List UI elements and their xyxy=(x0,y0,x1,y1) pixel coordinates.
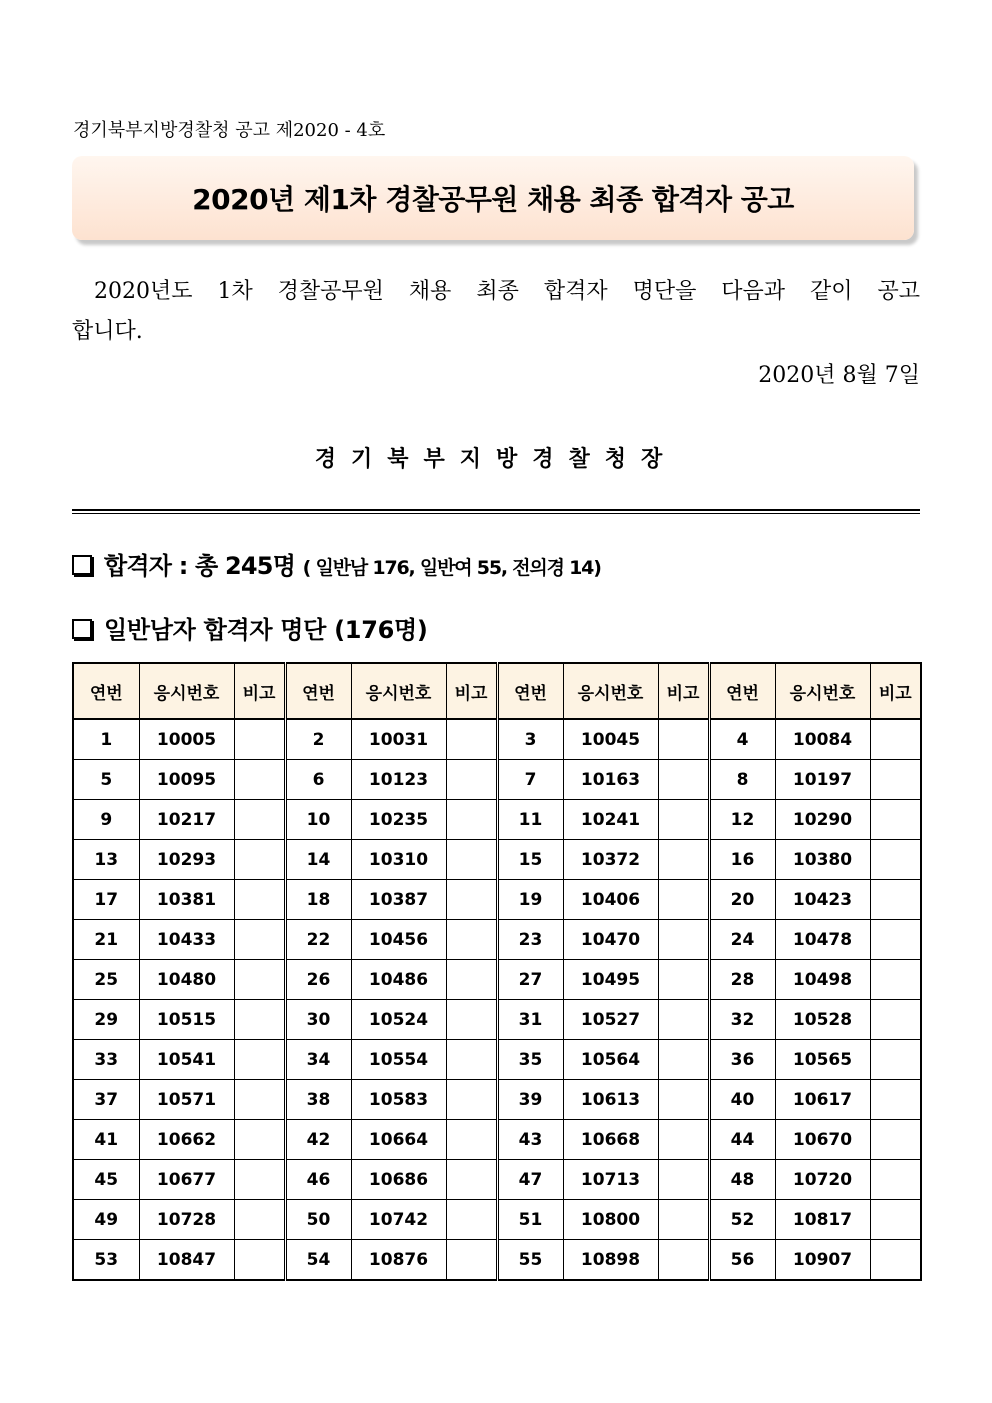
cell-serial: 40 xyxy=(709,1080,775,1120)
header-remarks: 비고 xyxy=(658,663,709,719)
cell-exam-number: 10742 xyxy=(351,1200,446,1240)
cell-serial: 38 xyxy=(285,1080,351,1120)
header-exam-number: 응시번호 xyxy=(139,663,234,719)
cell-serial: 21 xyxy=(73,920,139,960)
cell-serial: 25 xyxy=(73,960,139,1000)
cell-exam-number: 10713 xyxy=(563,1160,658,1200)
cell-remarks xyxy=(234,719,285,760)
cell-serial: 49 xyxy=(73,1200,139,1240)
notice-number: 경기북부지방경찰청 공고 제2020 - 4호 xyxy=(73,120,386,141)
cell-serial: 20 xyxy=(709,880,775,920)
cell-remarks xyxy=(446,1160,497,1200)
table-header-row xyxy=(73,663,921,719)
cell-exam-number: 10686 xyxy=(351,1160,446,1200)
table-row xyxy=(73,719,921,760)
table-row xyxy=(73,760,921,800)
divider-thin xyxy=(72,513,920,514)
table-row xyxy=(73,1200,921,1240)
cell-exam-number: 10480 xyxy=(139,960,234,1000)
cell-serial: 55 xyxy=(497,1240,563,1281)
cell-exam-number: 10470 xyxy=(563,920,658,960)
cell-exam-number: 10527 xyxy=(563,1000,658,1040)
cell-remarks xyxy=(446,880,497,920)
header-serial: 연번 xyxy=(497,663,563,719)
cell-exam-number: 10163 xyxy=(563,760,658,800)
cell-exam-number: 10664 xyxy=(351,1120,446,1160)
cell-serial: 7 xyxy=(497,760,563,800)
cell-serial: 48 xyxy=(709,1160,775,1200)
cell-serial: 54 xyxy=(285,1240,351,1281)
table-body xyxy=(73,719,921,1280)
cell-remarks xyxy=(658,1080,709,1120)
cell-remarks xyxy=(234,1120,285,1160)
cell-exam-number: 10817 xyxy=(775,1200,870,1240)
cell-exam-number: 10541 xyxy=(139,1040,234,1080)
cell-serial: 2 xyxy=(285,719,351,760)
document-title: 2020년 제1차 경찰공무원 채용 최종 합격자 공고 xyxy=(192,183,794,216)
cell-serial: 14 xyxy=(285,840,351,880)
announcement-date: 2020년 8월 7일 xyxy=(758,363,920,388)
cell-remarks xyxy=(234,920,285,960)
cell-remarks xyxy=(658,880,709,920)
cell-remarks xyxy=(234,1200,285,1240)
cell-serial: 56 xyxy=(709,1240,775,1281)
section-heading xyxy=(72,610,428,645)
cell-remarks xyxy=(870,1240,921,1281)
cell-remarks xyxy=(234,760,285,800)
cell-exam-number: 10310 xyxy=(351,840,446,880)
header-remarks: 비고 xyxy=(234,663,285,719)
cell-serial: 18 xyxy=(285,880,351,920)
cell-exam-number: 10720 xyxy=(775,1160,870,1200)
cell-serial: 9 xyxy=(73,800,139,840)
checkbox-bullet-icon xyxy=(72,555,92,575)
cell-serial: 29 xyxy=(73,1000,139,1040)
body-line-2: 합니다. xyxy=(72,319,143,344)
cell-serial: 16 xyxy=(709,840,775,880)
cell-serial: 45 xyxy=(73,1160,139,1200)
cell-exam-number: 10847 xyxy=(139,1240,234,1281)
cell-remarks xyxy=(658,1200,709,1240)
cell-serial: 27 xyxy=(497,960,563,1000)
cell-serial: 30 xyxy=(285,1000,351,1040)
cell-remarks xyxy=(658,1240,709,1281)
cell-remarks xyxy=(446,840,497,880)
cell-serial: 15 xyxy=(497,840,563,880)
cell-exam-number: 10564 xyxy=(563,1040,658,1080)
header-remarks: 비고 xyxy=(446,663,497,719)
cell-exam-number: 10217 xyxy=(139,800,234,840)
table-row xyxy=(73,800,921,840)
cell-exam-number: 10381 xyxy=(139,880,234,920)
announcement-body xyxy=(72,272,920,352)
cell-serial: 53 xyxy=(73,1240,139,1281)
cell-remarks xyxy=(870,920,921,960)
cell-serial: 32 xyxy=(709,1000,775,1040)
cell-serial: 52 xyxy=(709,1200,775,1240)
cell-remarks xyxy=(870,840,921,880)
body-line-1: 2020년도 1차 경찰공무원 채용 최종 합격자 명단을 다음과 같이 공고 xyxy=(94,279,920,304)
cell-remarks xyxy=(870,719,921,760)
cell-remarks xyxy=(234,840,285,880)
cell-exam-number: 10005 xyxy=(139,719,234,760)
cell-remarks xyxy=(234,1240,285,1281)
cell-remarks xyxy=(658,960,709,1000)
cell-serial: 36 xyxy=(709,1040,775,1080)
table-row xyxy=(73,1000,921,1040)
cell-exam-number: 10728 xyxy=(139,1200,234,1240)
cell-remarks xyxy=(658,920,709,960)
table-row xyxy=(73,1240,921,1281)
cell-remarks xyxy=(446,1080,497,1120)
title-banner xyxy=(72,156,914,240)
cell-exam-number: 10241 xyxy=(563,800,658,840)
cell-serial: 26 xyxy=(285,960,351,1000)
cell-exam-number: 10197 xyxy=(775,760,870,800)
cell-exam-number: 10876 xyxy=(351,1240,446,1281)
cell-exam-number: 10235 xyxy=(351,800,446,840)
header-exam-number: 응시번호 xyxy=(775,663,870,719)
cell-remarks xyxy=(658,760,709,800)
table-row xyxy=(73,840,921,880)
cell-serial: 35 xyxy=(497,1040,563,1080)
cell-exam-number: 10123 xyxy=(351,760,446,800)
cell-remarks xyxy=(870,800,921,840)
cell-exam-number: 10293 xyxy=(139,840,234,880)
cell-serial: 5 xyxy=(73,760,139,800)
cell-serial: 19 xyxy=(497,880,563,920)
cell-serial: 50 xyxy=(285,1200,351,1240)
cell-remarks xyxy=(870,960,921,1000)
cell-remarks xyxy=(870,1040,921,1080)
cell-exam-number: 10433 xyxy=(139,920,234,960)
cell-exam-number: 10670 xyxy=(775,1120,870,1160)
cell-serial: 17 xyxy=(73,880,139,920)
cell-serial: 33 xyxy=(73,1040,139,1080)
table-row xyxy=(73,880,921,920)
cell-exam-number: 10668 xyxy=(563,1120,658,1160)
cell-exam-number: 10423 xyxy=(775,880,870,920)
cell-remarks xyxy=(870,1160,921,1200)
cell-serial: 28 xyxy=(709,960,775,1000)
issuer-name: 경기북부지방경찰청장 xyxy=(314,446,678,472)
cell-remarks xyxy=(446,719,497,760)
cell-serial: 42 xyxy=(285,1120,351,1160)
cell-remarks xyxy=(870,1120,921,1160)
cell-exam-number: 10498 xyxy=(775,960,870,1000)
cell-exam-number: 10372 xyxy=(563,840,658,880)
cell-exam-number: 10380 xyxy=(775,840,870,880)
divider-thick xyxy=(72,509,920,511)
cell-remarks xyxy=(234,1000,285,1040)
cell-exam-number: 10095 xyxy=(139,760,234,800)
cell-exam-number: 10524 xyxy=(351,1000,446,1040)
passer-table xyxy=(72,662,922,1281)
cell-remarks xyxy=(446,1040,497,1080)
cell-exam-number: 10031 xyxy=(351,719,446,760)
cell-remarks xyxy=(446,960,497,1000)
cell-exam-number: 10486 xyxy=(351,960,446,1000)
cell-serial: 12 xyxy=(709,800,775,840)
cell-remarks xyxy=(234,1040,285,1080)
summary-line xyxy=(72,546,601,581)
cell-serial: 51 xyxy=(497,1200,563,1240)
cell-serial: 10 xyxy=(285,800,351,840)
header-exam-number: 응시번호 xyxy=(563,663,658,719)
cell-remarks xyxy=(446,1120,497,1160)
cell-exam-number: 10387 xyxy=(351,880,446,920)
cell-remarks xyxy=(658,1160,709,1200)
cell-exam-number: 10613 xyxy=(563,1080,658,1120)
cell-serial: 22 xyxy=(285,920,351,960)
cell-serial: 13 xyxy=(73,840,139,880)
cell-remarks xyxy=(446,1240,497,1281)
header-serial: 연번 xyxy=(709,663,775,719)
cell-remarks xyxy=(658,840,709,880)
cell-exam-number: 10406 xyxy=(563,880,658,920)
cell-remarks xyxy=(446,920,497,960)
cell-exam-number: 10456 xyxy=(351,920,446,960)
cell-remarks xyxy=(446,760,497,800)
header-serial: 연번 xyxy=(73,663,139,719)
cell-remarks xyxy=(658,1000,709,1040)
cell-serial: 39 xyxy=(497,1080,563,1120)
cell-serial: 47 xyxy=(497,1160,563,1200)
cell-remarks xyxy=(446,800,497,840)
cell-serial: 34 xyxy=(285,1040,351,1080)
table-row xyxy=(73,1160,921,1200)
table-row xyxy=(73,960,921,1000)
cell-exam-number: 10677 xyxy=(139,1160,234,1200)
cell-remarks xyxy=(446,1000,497,1040)
cell-exam-number: 10800 xyxy=(563,1200,658,1240)
cell-exam-number: 10528 xyxy=(775,1000,870,1040)
cell-remarks xyxy=(234,1080,285,1120)
cell-exam-number: 10515 xyxy=(139,1000,234,1040)
cell-exam-number: 10571 xyxy=(139,1080,234,1120)
cell-exam-number: 10907 xyxy=(775,1240,870,1281)
cell-remarks xyxy=(870,1000,921,1040)
cell-exam-number: 10495 xyxy=(563,960,658,1000)
table-row xyxy=(73,1120,921,1160)
cell-exam-number: 10662 xyxy=(139,1120,234,1160)
summary-detail: ( 일반남 176, 일반여 55, 전의경 14) xyxy=(302,557,601,579)
cell-remarks xyxy=(870,880,921,920)
cell-serial: 43 xyxy=(497,1120,563,1160)
cell-exam-number: 10554 xyxy=(351,1040,446,1080)
cell-exam-number: 10583 xyxy=(351,1080,446,1120)
cell-serial: 37 xyxy=(73,1080,139,1120)
table-row xyxy=(73,1040,921,1080)
cell-remarks xyxy=(234,800,285,840)
cell-remarks xyxy=(658,800,709,840)
cell-exam-number: 10045 xyxy=(563,719,658,760)
table-row xyxy=(73,1080,921,1120)
header-serial: 연번 xyxy=(285,663,351,719)
cell-serial: 24 xyxy=(709,920,775,960)
cell-exam-number: 10084 xyxy=(775,719,870,760)
cell-remarks xyxy=(234,880,285,920)
cell-serial: 11 xyxy=(497,800,563,840)
cell-remarks xyxy=(658,719,709,760)
checkbox-bullet-icon xyxy=(72,619,92,639)
cell-serial: 8 xyxy=(709,760,775,800)
cell-remarks xyxy=(446,1200,497,1240)
header-remarks: 비고 xyxy=(870,663,921,719)
cell-remarks xyxy=(658,1040,709,1080)
cell-remarks xyxy=(234,1160,285,1200)
cell-exam-number: 10617 xyxy=(775,1080,870,1120)
cell-remarks xyxy=(870,1200,921,1240)
summary-main: 합격자 : 총 245명 xyxy=(104,552,296,580)
cell-serial: 3 xyxy=(497,719,563,760)
cell-remarks xyxy=(870,1080,921,1120)
cell-exam-number: 10478 xyxy=(775,920,870,960)
header-exam-number: 응시번호 xyxy=(351,663,446,719)
cell-remarks xyxy=(234,960,285,1000)
cell-serial: 1 xyxy=(73,719,139,760)
cell-serial: 46 xyxy=(285,1160,351,1200)
cell-serial: 31 xyxy=(497,1000,563,1040)
cell-exam-number: 10898 xyxy=(563,1240,658,1281)
cell-exam-number: 10565 xyxy=(775,1040,870,1080)
cell-serial: 6 xyxy=(285,760,351,800)
cell-serial: 41 xyxy=(73,1120,139,1160)
cell-remarks xyxy=(870,760,921,800)
table-row xyxy=(73,920,921,960)
section-title: 일반남자 합격자 명단 (176명) xyxy=(104,616,428,644)
cell-serial: 4 xyxy=(709,719,775,760)
cell-serial: 23 xyxy=(497,920,563,960)
cell-serial: 44 xyxy=(709,1120,775,1160)
cell-exam-number: 10290 xyxy=(775,800,870,840)
cell-remarks xyxy=(658,1120,709,1160)
